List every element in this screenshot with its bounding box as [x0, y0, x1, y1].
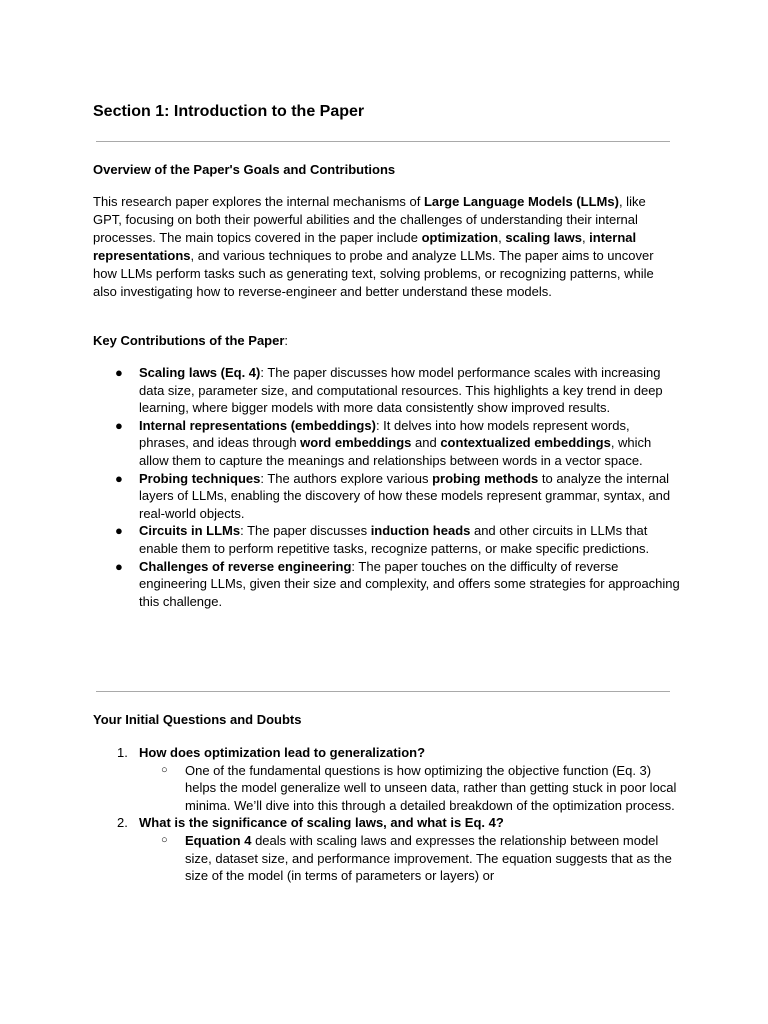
bold-text: Equation 4 [185, 832, 252, 848]
text-run: : The authors explore various [260, 470, 433, 486]
sub-list [139, 762, 683, 815]
bold-text: contextualized embeddings [440, 435, 611, 451]
questions-heading: Your Initial Questions and Doubts [93, 712, 302, 727]
text-run: , which allow them to capture the meanings and relationships between words in a vector space. [139, 435, 652, 468]
section-title: Section 1: Introduction to the Paper [93, 103, 365, 120]
bold-text: Key Contributions of the Paper [93, 333, 285, 348]
text-run: : The paper discusses [240, 523, 371, 539]
text-run: and other circuits in LLMs that enable them to perform repetitive tasks, recognize patterns, or make specific predictions. [139, 523, 650, 556]
contributions-heading [93, 332, 288, 350]
text-run: and [411, 435, 441, 451]
text-run: : [284, 333, 289, 348]
sub-list-item [139, 762, 683, 815]
list-item [93, 558, 683, 611]
list-item [93, 814, 683, 884]
text-run: : The paper discusses how model performance scales with increasing data size, parameter size, and computational resources. This highlights a key trend in deep learning, where bigger models with more data consistently show improved results. [139, 365, 663, 416]
list-number: 1. [117, 745, 128, 760]
text-run: to analyze the internal layers of LLMs, enabling the discovery of how these models represent grammar, syntax, and real-world objects. [139, 470, 671, 521]
bullet-icon: ● [115, 470, 123, 486]
list-item [93, 364, 683, 417]
text-run: : It delves into how models represent words, phrases, and ideas through [139, 417, 630, 451]
question-text: How does optimization lead to generalization? [139, 745, 426, 760]
bold-text: Probing techniques [139, 470, 261, 486]
bullet-icon: ● [115, 523, 123, 539]
bold-text: internal representations [93, 230, 637, 263]
bold-text: scaling laws [505, 230, 582, 245]
bullet-icon: ● [115, 558, 123, 574]
bold-text: optimization [421, 230, 499, 245]
bold-text: word embeddings [300, 435, 412, 451]
overview-paragraph [93, 193, 673, 301]
bold-text: Challenges of reverse engineering [139, 558, 352, 574]
questions-list [93, 744, 683, 885]
question-text: What is the significance of scaling laws, and what is Eq. 4? [139, 815, 504, 831]
text-run: This research paper explores the internal mechanisms of [93, 194, 424, 209]
list-item [93, 744, 683, 814]
text-run: , [498, 230, 506, 245]
list-item [93, 522, 683, 557]
list-number: 2. [117, 815, 128, 831]
text-run: : The paper touches on the difficulty of reverse engineering LLMs, given their size and complexity, and offers some strategies for approaching this challenge. [139, 558, 680, 609]
overview-heading: Overview of the Paper's Goals and Contributions [93, 162, 396, 177]
list-item [93, 417, 683, 470]
contributions-list [93, 364, 683, 610]
text-run: , and various techniques to probe and analyze LLMs. The paper aims to uncover how LLMs perform tasks such as generating text, solving problems, or recognizing patterns, while also investigating how to reverse-engineer and better understand these models. [93, 248, 654, 299]
text-run: , like GPT, focusing on both their powerful abilities and the challenges of understanding their internal processes. The main topics covered in the paper include [93, 194, 646, 245]
sub-list-item [139, 832, 683, 885]
bold-text: Large Language Models (LLMs) [423, 194, 619, 209]
bullet-icon: ● [115, 417, 123, 433]
bold-text: probing methods [432, 470, 539, 486]
bold-text: Circuits in LLMs [139, 523, 241, 539]
bold-text: Internal representations (embeddings) [139, 417, 376, 433]
text-run: , [581, 230, 590, 245]
text-run: deals with scaling laws and expresses the relationship between model size, dataset size, and performance improvement. The equation suggests that as the size of the model (in terms of parameters or layers) or [185, 832, 672, 884]
horizontal-divider [96, 141, 670, 142]
bold-text: Scaling laws (Eq. 4) [139, 365, 261, 380]
bold-text: induction heads [370, 523, 471, 539]
circle-bullet-icon: ○ [161, 763, 168, 776]
list-item [93, 470, 683, 523]
circle-bullet-icon: ○ [161, 833, 168, 846]
sub-list [139, 832, 683, 885]
text-run: One of the fundamental questions is how optimizing the objective function (Eq. 3) helps the model generalize well to unseen data, rather than getting stuck in poor local minima. We’ll dive into this through a detailed breakdown of the optimization process. [185, 762, 677, 813]
bullet-icon: ● [115, 365, 123, 380]
horizontal-divider [96, 691, 670, 692]
